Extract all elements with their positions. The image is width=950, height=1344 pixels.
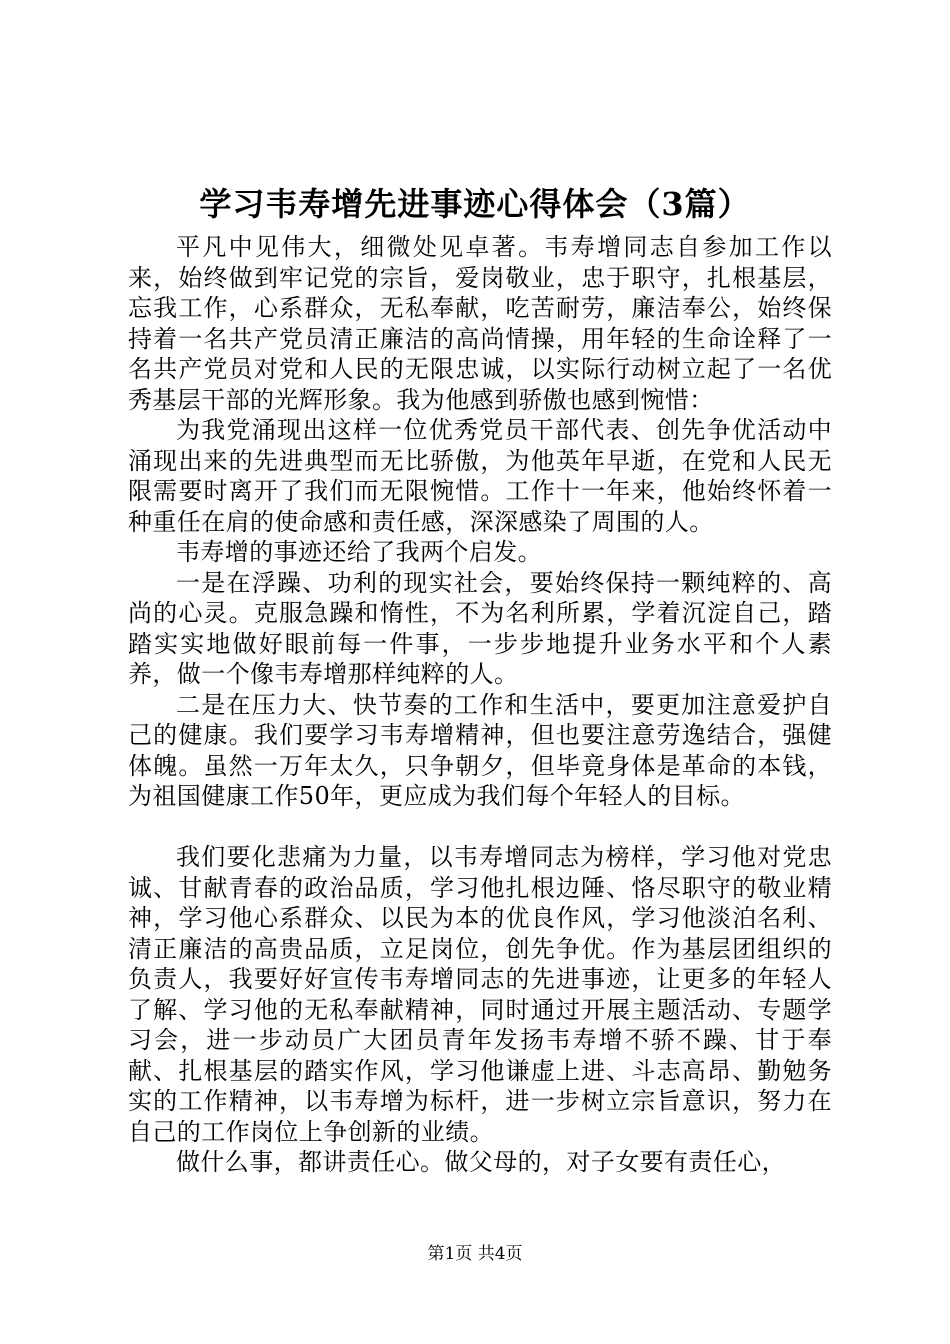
- paragraph-7: 做什么事，都讲责任心。做父母的，对子女要有责任心，: [176, 1148, 786, 1176]
- document-body: [128, 232, 832, 1178]
- paragraph-gap: [128, 812, 832, 843]
- paragraph-2: 为我党涌现出这样一位优秀党员干部代表、创先争优活动中涌现出来的先进典型而无比骄傲，为他英年早逝，在党和人民无限需要时离开了我们而无限惋惜。工作十一年来，他始终怀着一种重任在肩的使命感和责任感，深深感染了周围的人。: [128, 416, 832, 536]
- paragraph-4: 一是在浮躁、功利的现实社会，要始终保持一颗纯粹的、高尚的心灵。克服急躁和惰性，不为名利所累，学着沉淀自己，踏踏实实地做好眼前每一件事，一步步地提升业务水平和个人素养，做一个像韦寿增那样纯粹的人。: [128, 568, 832, 688]
- paragraph-1: 平凡中见伟大，细微处见卓著。韦寿增同志自参加工作以来，始终做到牢记党的宗旨，爱岗敬业，忠于职守，扎根基层，忘我工作，心系群众，无私奉献，吃苦耐劳，廉洁奉公，始终保持着一名共产党员清正廉洁的高尚情操，用年轻的生命诠释了一名共产党员对党和人民的无限忠诚，以实际行动树立起了一名优秀基层干部的光辉形象。我为他感到骄傲也感到惋惜：: [128, 233, 832, 414]
- document-title: 学习韦寿增先进事迹心得体会（3篇）: [199, 185, 751, 223]
- paragraph-3: 韦寿增的事迹还给了我两个启发。: [176, 538, 542, 566]
- paragraph-6: 我们要化悲痛为力量，以韦寿增同志为榜样，学习他对党忠诚、甘献青春的政治品质，学习他扎根边陲、恪尽职守的敬业精神，学习他心系群众、以民为本的优良作风，学习他淡泊名利、清正廉洁的高贵品质，立足岗位，创先争优。作为基层团组织的负责人，我要好好宣传韦寿增同志的先进事迹，让更多的年轻人了解、学习他的无私奉献精神，同时通过开展主题活动、专题学习会，进一步动员广大团员青年发扬韦寿增不骄不躁、甘于奉献、扎根基层的踏实作风，学习他谦虚上进、斗志高昂、勤勉务实的工作精神，以韦寿增为标杆，进一步树立宗旨意识，努力在自己的工作岗位上争创新的业绩。: [128, 843, 832, 1146]
- page-number-footer: 第1页 共4页: [427, 1244, 523, 1264]
- paragraph-5: 二是在压力大、快节奏的工作和生活中，要更加注意爱护自己的健康。我们要学习韦寿增精神，但也要注意劳逸结合，强健体魄。虽然一万年太久，只争朝夕，但毕竟身体是革命的本钱，为祖国健康工作50年，更应成为我们每个年轻人的目标。: [128, 690, 832, 810]
